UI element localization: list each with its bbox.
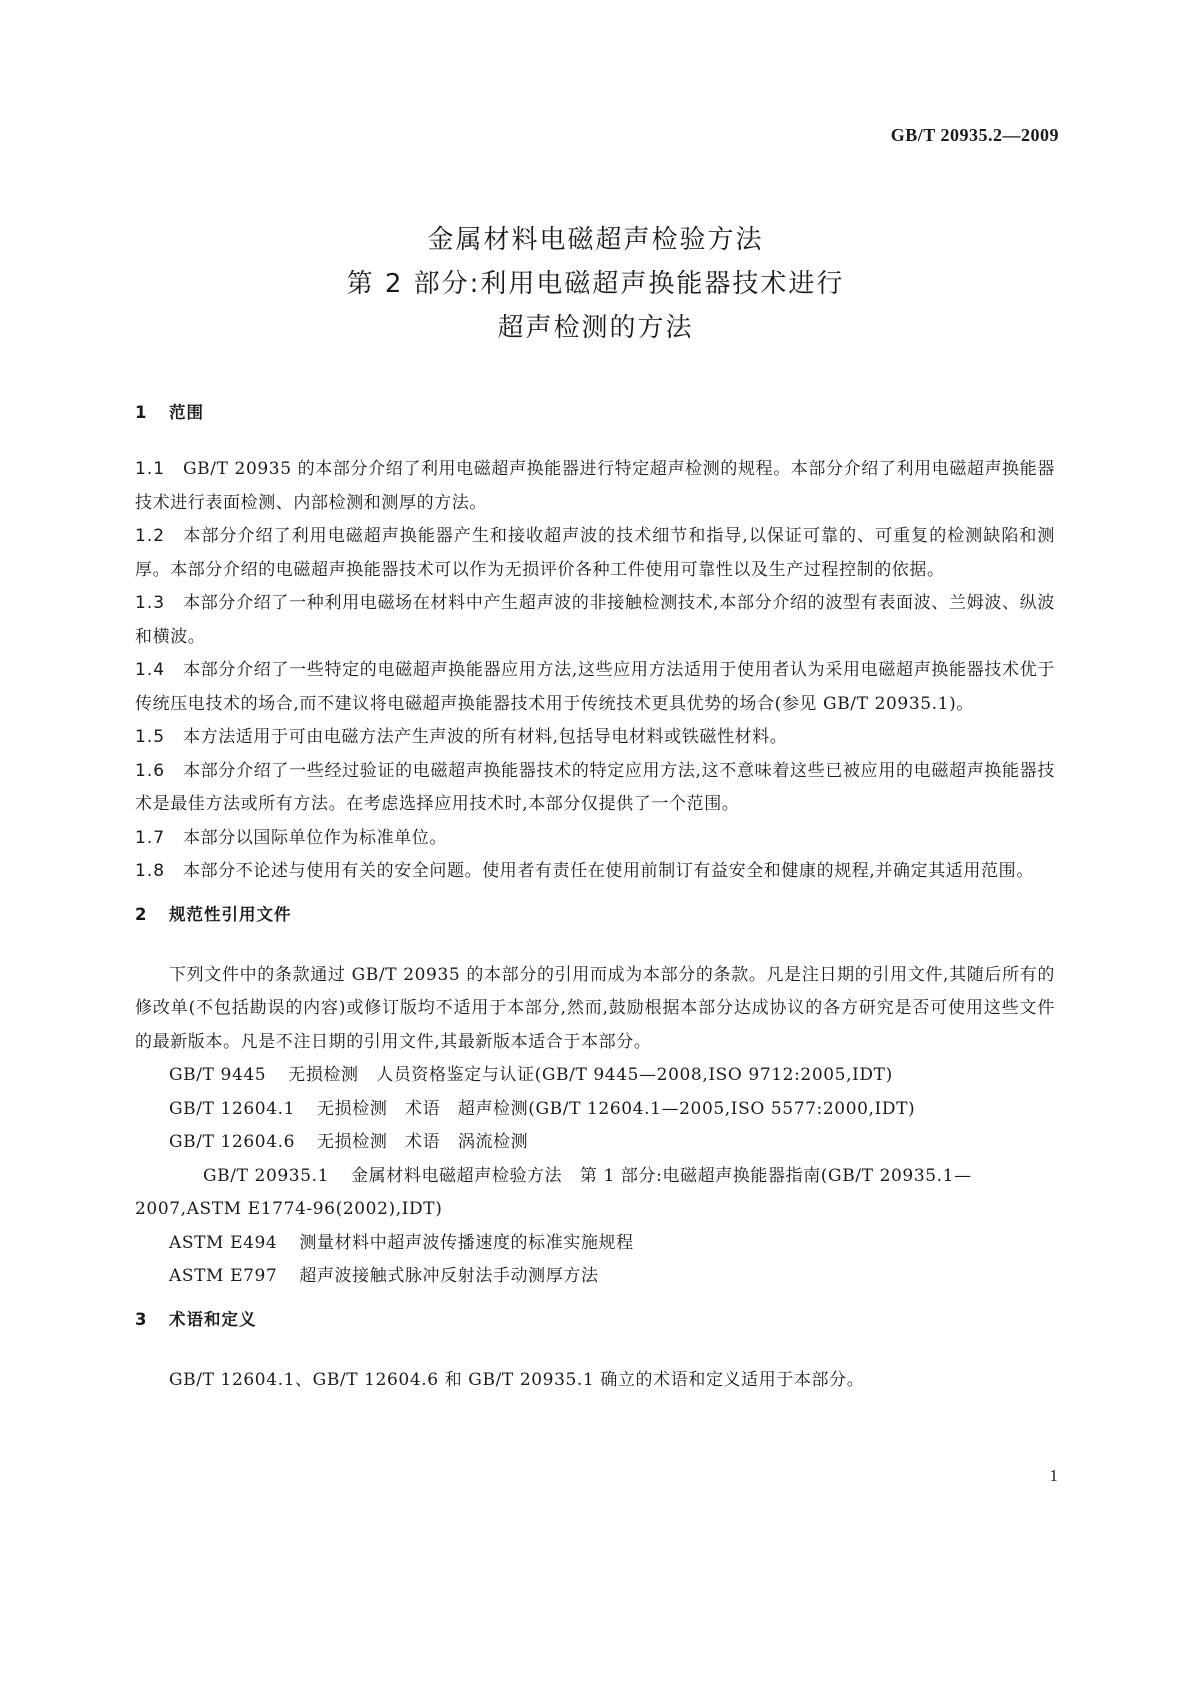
clause-number: 1.7 bbox=[135, 827, 166, 848]
reference-item bbox=[135, 1126, 1055, 1160]
document-body bbox=[135, 395, 1055, 1397]
reference-code: GB/T 20935.1 bbox=[203, 1165, 330, 1186]
clause-number: 1.1 bbox=[135, 459, 166, 479]
reference-item bbox=[135, 1227, 1055, 1261]
section-number: 1 bbox=[135, 403, 148, 422]
reference-title: 无损检测 术语 涡流检测 bbox=[317, 1132, 529, 1152]
clause-number: 1.6 bbox=[135, 760, 166, 781]
reference-code: ASTM E797 bbox=[169, 1266, 278, 1286]
document-title bbox=[0, 218, 1191, 350]
reference-code: GB/T 12604.1 bbox=[169, 1098, 296, 1119]
reference-item bbox=[135, 1059, 1055, 1093]
section-title: 范围 bbox=[169, 403, 204, 422]
clause-text: 本部分介绍了一些经过验证的电磁超声换能器技术的特定应用方法,这不意味着这些已被应用的电磁超声换能器技术是最佳方法或所有方法。在考虑选择应用技术时,本部分仅提供了一个范围。 bbox=[135, 760, 1055, 814]
reference-item bbox=[135, 1093, 1055, 1127]
clause-1-2 bbox=[135, 520, 1055, 587]
reference-code: ASTM E494 bbox=[169, 1232, 278, 1253]
reference-title: 超声波接触式脉冲反射法手动测厚方法 bbox=[299, 1266, 599, 1286]
title-line-3: 超声检测的方法 bbox=[497, 313, 694, 343]
reference-item bbox=[135, 1160, 1055, 1227]
clause-number: 1.8 bbox=[135, 861, 166, 881]
reference-code: GB/T 9445 bbox=[169, 1065, 267, 1085]
reference-title: 测量材料中超声波传播速度的标准实施规程 bbox=[299, 1232, 634, 1253]
clause-number: 1.3 bbox=[135, 593, 166, 613]
clause-1-8 bbox=[135, 855, 1055, 889]
clause-1-4 bbox=[135, 654, 1055, 721]
reference-item bbox=[135, 1260, 1055, 1294]
clause-number: 1.5 bbox=[135, 727, 166, 747]
clause-1-1 bbox=[135, 453, 1055, 520]
reference-title: 无损检测 人员资格鉴定与认证(GB/T 9445—2008,ISO 9712:2005,IDT) bbox=[288, 1065, 893, 1085]
section-number: 2 bbox=[135, 904, 148, 924]
page-number: 1 bbox=[1049, 1466, 1058, 1485]
reference-title: 金属材料电磁超声检验方法 第 1 部分:电磁超声换能器指南(GB/T 20935.1—2007,ASTM E1774-96(2002),IDT) bbox=[135, 1165, 972, 1219]
section-title: 规范性引用文件 bbox=[169, 904, 292, 924]
section-3-text: GB/T 12604.1、GB/T 12604.6 和 GB/T 20935.1 确立的术语和定义适用于本部分。 bbox=[169, 1369, 865, 1390]
clause-text: 本方法适用于可由电磁方法产生声波的所有材料,包括导电材料或铁磁性材料。 bbox=[183, 727, 788, 747]
clause-1-5 bbox=[135, 721, 1055, 755]
title-line-1: 金属材料电磁超声检验方法 bbox=[427, 225, 764, 255]
clause-1-6 bbox=[135, 755, 1055, 822]
section-3-heading bbox=[135, 1302, 1055, 1338]
section-2-heading bbox=[135, 897, 1055, 933]
reference-code: GB/T 12604.6 bbox=[169, 1132, 296, 1152]
clause-1-7 bbox=[135, 822, 1055, 856]
reference-title: 无损检测 术语 超声检测(GB/T 12604.1—2005,ISO 5577:2000,IDT) bbox=[317, 1098, 916, 1119]
clause-text: 本部分介绍了利用电磁超声换能器产生和接收超声波的技术细节和指导,以保证可靠的、可重复的检测缺陷和测厚。本部分介绍的电磁超声换能器技术可以作为无损评价各种工件使用可靠性以及生产过程控制的依据。 bbox=[135, 526, 1055, 580]
clause-text: 本部分介绍了一些特定的电磁超声换能器应用方法,这些应用方法适用于使用者认为采用电磁超声换能器技术优于传统压电技术的场合,而不建议将电磁超声换能器技术用于传统技术更具优势的场合(参见 GB/T 20935.1)。 bbox=[135, 660, 1055, 714]
section-1-heading bbox=[135, 395, 1055, 431]
clause-number: 1.2 bbox=[135, 526, 166, 546]
clause-1-3 bbox=[135, 587, 1055, 654]
clause-text: 本部分介绍了一种利用电磁场在材料中产生超声波的非接触检测技术,本部分介绍的波型有表面波、兰姆波、纵波和横波。 bbox=[135, 593, 1055, 647]
clause-number: 1.4 bbox=[135, 660, 166, 680]
clause-text: GB/T 20935 的本部分介绍了利用电磁超声换能器进行特定超声检测的规程。本部分介绍了利用电磁超声换能器技术进行表面检测、内部检测和测厚的方法。 bbox=[135, 459, 1055, 513]
clause-text: 本部分以国际单位作为标准单位。 bbox=[183, 827, 447, 848]
title-line-2: 第 2 部分:利用电磁超声换能器技术进行 bbox=[346, 269, 845, 299]
section-number: 3 bbox=[135, 1309, 148, 1329]
standard-number: GB/T 20935.2—2009 bbox=[890, 125, 1059, 145]
section-title: 术语和定义 bbox=[169, 1309, 257, 1329]
section-2-intro: 下列文件中的条款通过 GB/T 20935 的本部分的引用而成为本部分的条款。凡是注日期的引用文件,其随后所有的修改单(不包括勘误的内容)或修订版均不适用于本部分,然而,鼓励根据本部分达成协议的各方研究是否可使用这些文件的最新版本。凡是不注日期的引用文件,其最新版本适合于本部分。 bbox=[135, 964, 1055, 1052]
clause-text: 本部分不论述与使用有关的安全问题。使用者有责任在使用前制订有益安全和健康的规程,并确定其适用范围。 bbox=[183, 861, 1034, 881]
